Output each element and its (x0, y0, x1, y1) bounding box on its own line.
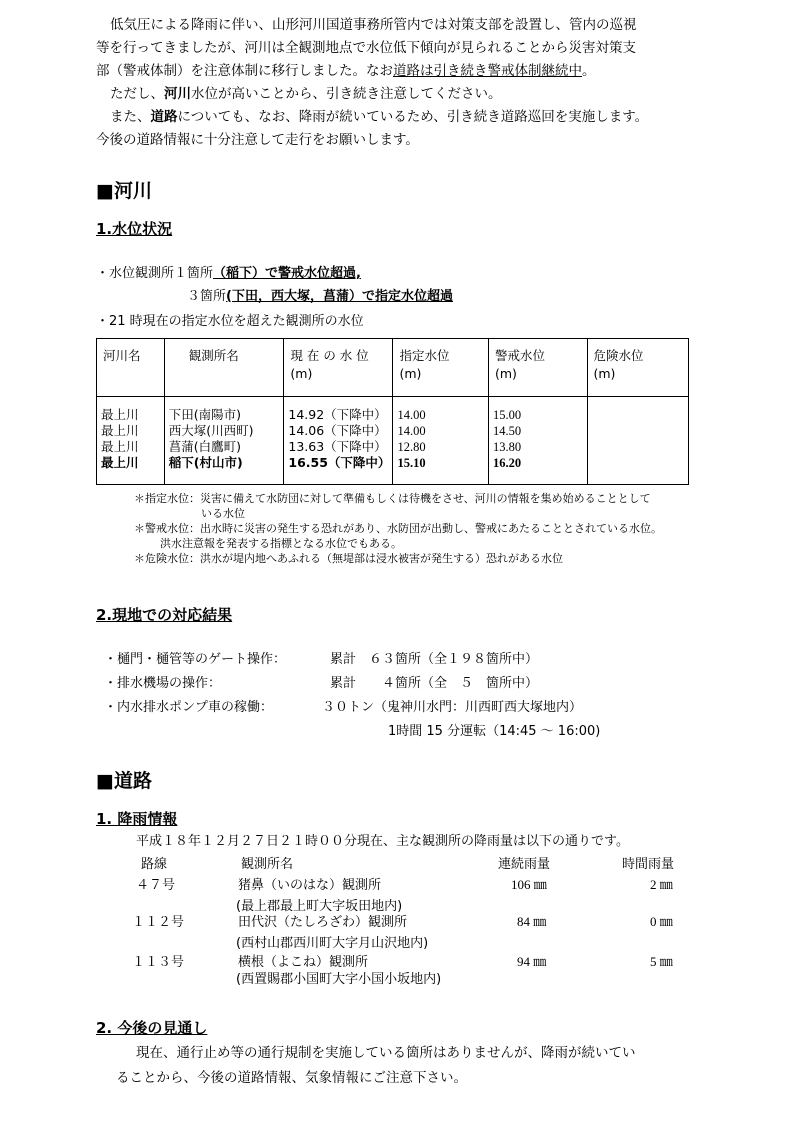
note-warning: ＊警戒水位：出水時に災害の発生する恐れがあり、水防団が出動し、警戒にあたることとされている水位。 (134, 522, 662, 535)
rain-hourly: 2 ㎜ (650, 877, 673, 892)
outlook-text: 現在、通行止め等の通行規制を実施している箇所はありませんが、降雨が続いてい (136, 1045, 636, 1061)
road-alert-text: 道路は引き続き警戒体制継続中 (393, 63, 582, 79)
rain-route: ４７号 (136, 878, 176, 893)
current-level-cell: 14.92（下降中） 14.06（下降中） 13.63（下降中） 16.55（下降中） (284, 397, 393, 485)
note-warning-cont: 洪水注意報を発表する指標となる水位でもある。 (160, 537, 402, 550)
intro-text: 。 (582, 63, 596, 79)
note-designated-cont: いる水位 (201, 507, 245, 520)
rain-location: (西村山郡西川町大字月山沢地内) (236, 936, 429, 951)
header-river: 河川名 (97, 339, 165, 397)
observation-text: ３箇所 (187, 289, 227, 304)
rain-route: １１３号 (132, 955, 185, 970)
outlook-title: 2. 今後の見通し (96, 1019, 208, 1037)
observation-summary-line (96, 262, 361, 281)
designated-exceeded-text: (下田，西大塚，菖蒲）で指定水位超過 (226, 289, 453, 304)
header-current-level: 現 在 の 水 位 (m) (284, 339, 393, 397)
warning-exceeded-text: （稲下）で警戒水位超過, (213, 266, 361, 281)
table-caption: ・21 時現在の指定水位を超えた観測所の水位 (96, 314, 364, 329)
intro-emphasis: 河川 (164, 86, 191, 102)
intro-emphasis: 道路 (150, 109, 178, 125)
header-danger-level: 危険水位 (m) (587, 339, 689, 397)
intro-line: 等を行ってきましたが、河川は全観測地点で水位低下傾向が見られることから災害対策支 (96, 40, 636, 56)
table-row (97, 397, 689, 485)
observation-summary-line (187, 285, 453, 304)
intro-text: についても、なお、降雨が続いているため、引き続き道路巡回を実施します。 (177, 109, 649, 125)
station-names-cell: 下田(南陽市) 西大塚(川西町) 菖蒲(白鷹町) 稲下(村山市) (164, 397, 284, 485)
rain-hourly: 5 ㎜ (650, 954, 673, 969)
intro-text: ただし、 (110, 86, 164, 102)
rain-continuous: 94 ㎜ (517, 954, 547, 969)
response-gate-value: 累計 ６３箇所（全１９８箇所中） (330, 652, 539, 667)
rain-location: (西置賜郡小国町大字小国小坂地内) (236, 972, 442, 987)
river-heading: ■河川 (96, 180, 152, 202)
rainfall-intro: 平成１８年１２月２７日２１時００分現在、主な観測所の降雨量は以下の通りです。 (136, 834, 629, 849)
intro-text: 水位が高いことから、引き続き注意してください。 (191, 86, 502, 102)
outlook-text: ることから、今後の道路情報、気象情報にご注意下さい。 (116, 1070, 467, 1086)
intro-text: また、 (110, 109, 151, 125)
response-gate-label: ・樋門・樋管等のゲート操作： (104, 652, 287, 667)
rain-station: 横根（よこね）観測所 (238, 955, 369, 970)
rain-route: １１２号 (132, 915, 185, 930)
intro-paragraph (96, 14, 706, 152)
intro-line (96, 83, 706, 106)
rain-continuous: 106 ㎜ (511, 877, 547, 892)
intro-line (96, 106, 706, 129)
header-station: 観測所名 (164, 339, 284, 397)
response-title: 2.現地での対応結果 (96, 606, 233, 624)
rainfall-title: 1. 降雨情報 (96, 810, 178, 828)
header-warning-level: 警戒水位 (m) (488, 339, 587, 397)
observation-text: ・水位観測所１箇所 (96, 266, 214, 281)
water-level-title: 1.水位状況 (96, 220, 173, 238)
table-header-row (97, 339, 689, 397)
response-pump-station-value: 累計 ４箇所（全 ５ 箇所中） (330, 676, 539, 691)
rain-station: 猪鼻（いのはな）観測所 (238, 878, 382, 893)
water-level-table (96, 338, 689, 485)
response-pump-truck-duration: 1時間 15 分運転（14:45 ～ 16:00) (388, 724, 601, 739)
response-pump-truck-label: ・内水排水ポンプ車の稼働： (104, 700, 274, 715)
intro-line: 低気圧による降雨に伴い、山形河川国道事務所管内では対策支部を設置し、管内の巡視 (110, 17, 637, 33)
rain-header-hourly: 時間雨量 (622, 857, 675, 872)
rain-location: (最上郡最上町大字坂田地内) (236, 899, 403, 914)
warning-level-cell: 15.00 14.50 13.80 16.20 (488, 397, 587, 485)
rain-hourly: 0 ㎜ (650, 914, 673, 929)
intro-line: 今後の道路情報に十分注意して走行をお願いします。 (96, 132, 419, 148)
river-names-cell: 最上川 最上川 最上川 最上川 (97, 397, 165, 485)
header-designated-level: 指定水位 (m) (393, 339, 489, 397)
response-pump-truck-value: ３０トン（鬼神川水門：川西町西大塚地内） (322, 700, 583, 715)
rain-continuous: 84 ㎜ (517, 914, 547, 929)
note-danger: ＊危険水位：洪水が堤内地へあふれる（無堤部は浸水被害が発生する）恐れがある水位 (134, 552, 563, 565)
rain-header-route: 路線 (141, 857, 168, 872)
rain-station: 田代沢（たしろざわ）観測所 (238, 915, 408, 930)
intro-line (96, 60, 706, 83)
response-pump-station-label: ・排水機場の操作： (104, 676, 222, 691)
note-designated: ＊指定水位：災害に備えて水防団に対して準備もしくは待機をさせ、河川の情報を集め始めることとして (134, 492, 651, 505)
designated-level-cell: 14.00 14.00 12.80 15.10 (393, 397, 489, 485)
rain-header-continuous: 連続雨量 (498, 857, 551, 872)
intro-text: 部（警戒体制）を注意体制に移行しました。なお (96, 63, 393, 79)
rain-header-station: 観測所名 (241, 857, 294, 872)
danger-level-cell (587, 397, 689, 485)
road-heading: ■道路 (96, 770, 152, 792)
